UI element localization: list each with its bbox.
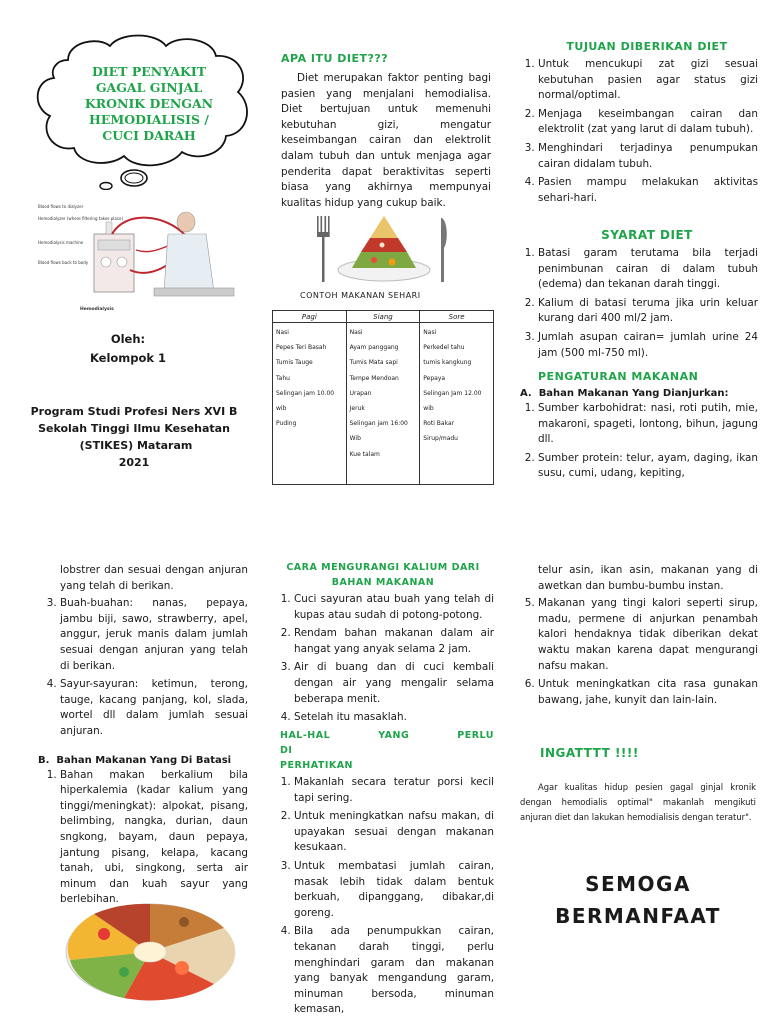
machine-label-1: Blood flows to dialyzer [38,204,84,209]
meal-column-siang: Nasi Ayam panggang Tumis Mata sapi Tempe Mendoan Urapan Jeruk Selingan jam 16:00 Wib Kue talam [346,323,420,485]
author-block [0,330,256,368]
institution-block: Program Studi Profesi Ners XVI B Sekolah Tinggi Ilmu Kesehatan (STIKES) Mataram 2021 [30,405,238,469]
continued-text-right: telur asin, ikan asin, makanan yang di awetkan dan bumbu-bumbu instan. [538,564,758,592]
meal-header-sore: Sore [420,311,494,323]
syarat-heading: SYARAT DIET [601,228,693,242]
hal-panel [272,728,494,1021]
food-pyramid-plate-illustration [314,212,456,284]
meal-caption: CONTOH MAKANAN SEHARI [300,291,421,300]
meal-header-pagi: Pagi [273,311,347,323]
machine-label-4: Blood flows back to body [38,260,89,265]
kalium-list [272,592,494,726]
list-item: 1. Makanlah secara teratur porsi kecil tapi sering. [294,775,494,806]
list-item: 1. Untuk mencukupi zat gizi sesuai kebutuhan pasien agar status gizi normal/optimal. [538,57,758,104]
list-item: 1. Batasi garam terutama bila terjadi penimbunan cairan di dalam tubuh (edema) dan tekanan darah tinggi. [538,246,758,293]
list-item: 2. Kalium di batasi teruma jika urin keluar kurang dari 400 ml/2 jam. [538,296,758,327]
pengaturan-panel [516,370,758,485]
list-item: 2. Menjaga keseimbangan cairan dan elektrolit (zat yang larut di dalam tubuh). [538,107,758,138]
kelompok-label: Kelompok 1 [89,351,167,365]
closing-message: SEMOGA BERMANFAAT [555,872,721,928]
meal-column-pagi: Nasi Pepes Teri Basah Tumis Tauge Tahu Selingan jam 10.00 wib Puding [273,323,347,485]
meal-column-sore: Nasi Perkedel tahu tumis kangkung Pepaya Selingan Jam 12.00 wib Roti Bakar Sirup/madu [420,323,494,485]
pengaturan-heading: PENGATURAN MAKANAN [538,370,699,383]
list-item: 3. Buah-buahan: nanas, pepaya, jambu biji, sawo, strawberry, apel, anggur, jeruk manis dalam jumlah sesuai dengan anjuran yang telah di berikan. [60,596,248,674]
syarat-list [516,246,758,361]
list-item: 3. Jumlah asupan cairan= jumlah urine 24 jam (500 ml-750 ml). [538,330,758,361]
list-item: 4. Pasien mampu melakukan aktivitas sehari-hari. [538,175,758,206]
syarat-panel [516,228,758,364]
apa-itu-diet-panel [281,52,491,211]
pengaturan-list-a-top [516,401,758,482]
list-item: 4. Bila ada penumpukkan cairan, tekanan darah tinggi, perlu menghindari garam dan makanan yang banyak mengandung garam, minuman bersoda, minuman kemasan, [294,924,494,1018]
cover-panel [0,0,256,512]
apa-itu-diet-heading: APA ITU DIET??? [281,52,389,65]
list-item: 2. Untuk meningkatkan nafsu makan, di upayakan sesuai dengan makanan kesukaan. [294,809,494,856]
bottom-left-panel [38,563,248,911]
sub-b-heading: B. Bahan Makanan Yang Di Batasi [38,754,232,766]
ingat-paragraph: Agar kualitas hidup pesien gagal ginjal kronik dengan hemodialis optimal" makanlah mengikuti anjuran diet dan lakukan hemodialisis dengan teratur". [520,782,756,823]
bottom-right-panel [516,563,758,711]
hal-list [272,775,494,1018]
cover-title: DIET PENYAKIT GAGAL GINJAL KRONIK DENGAN HEMODIALISIS / CUCI DARAH [84,64,214,143]
list-item: 3. Air di buang dan di cuci kembali dengan air yang mengalir selama beberapa menit. [294,660,494,707]
hal-list-rest [516,596,758,708]
kalium-heading: CARA MENGURANGI KALIUM DARI BAHAN MAKANAN [286,562,480,588]
apa-itu-diet-paragraph: Diet merupakan faktor penting bagi pasien yang menjalani hemodialisa. Diet bertujuan untuk memenuhi kebutuhan gizi, mengatur keseimbangan cairan dan elektrolit dalam tubuh dan untuk menjaga agar penderita dapat beraktivitas seperti biasa yang akhirnya mempunyai kualitas hidup yang cukup baik. [281,72,491,209]
ingat-heading: INGATTTT !!!! [540,746,639,760]
list-item: 3. Menghindari terjadinya penumpukan cairan didalam tubuh. [538,141,758,172]
list-item: 4. Sayur-sayuran: ketimun, terong, tauge, kacang panjang, kol, slada, wortel dll dalam jumlah sesuai anjuran. [60,677,248,739]
meal-header-siang: Siang [346,311,420,323]
machine-label-2: Hemodialyzer (where filtering takes place) [38,216,124,221]
list-item: 2. Rendam bahan makanan dalam air hangat yang anyak selama 2 jam. [294,626,494,657]
tujuan-panel [516,40,758,209]
hal-heading: HAL-HAL YANG PERLU DI PERHATIKAN [280,730,494,771]
list-item: 1. Cuci sayuran atau buah yang telah di kupas atau sudah di potong-potong. [294,592,494,623]
oleh-label: Oleh: [110,332,146,346]
hemodialysis-machine-illustration [36,200,236,318]
list-item: 1. Bahan makan berkalium bila hiperkalemia (kadar kalium yang tinggi/meningkat): alpokat, pisang, belimbing, nangka, durian, daun sngkong, bayam, daun pepaya, jantung pisang, kelapa, kacang tanah, ubi, singkong, serta air minum dan kuah sayur yang berlebihan. [60,768,248,908]
tujuan-heading: TUJUAN DIBERIKAN DIET [566,40,728,53]
list-item: 2. Sumber protein: telur, ayam, daging, ikan susu, cumi, udang, kepiting, [538,451,758,482]
tujuan-list [516,57,758,206]
list-item: 5. Makanan yang tingi kalori seperti sirup, madu, permene di anjurkan penambah kalori hendaknya tidak diberikan dekat waktu makan karena dapat mengurangi nafsu makan. [538,596,758,674]
knife-icon [441,218,447,282]
machine-label-5: Hemodialysis [80,307,114,312]
pengaturan-list-a-rest [38,596,248,739]
continued-text-left: lobstrer dan sesuai dengan anjuran yang telah di berikan. [60,564,248,592]
sub-a-heading: A. Bahan Makanan Yang Dianjurkan: [520,388,729,399]
kalium-panel [272,560,494,729]
fork-icon [317,216,330,282]
pengaturan-list-b [38,768,248,908]
meal-table [272,310,494,485]
list-item: 4. Setelah itu masaklah. [294,710,494,726]
list-item: 1. Sumber karbohidrat: nasi, roti putih, mie, makaroni, spageti, lontong, bihun, jagung dll. [538,401,758,448]
food-plate-illustration [64,898,236,1002]
machine-label-3: Hemodialysis machine [38,240,84,245]
list-item: 6. Untuk meningkatkan cita rasa gunakan bawang, jahe, kunyit dan lain-lain. [538,677,758,708]
list-item: 3. Untuk membatasi jumlah cairan, masak lebih tidak dalam bentuk berkuah, dipanggang, dibakar,di goreng. [294,859,494,921]
